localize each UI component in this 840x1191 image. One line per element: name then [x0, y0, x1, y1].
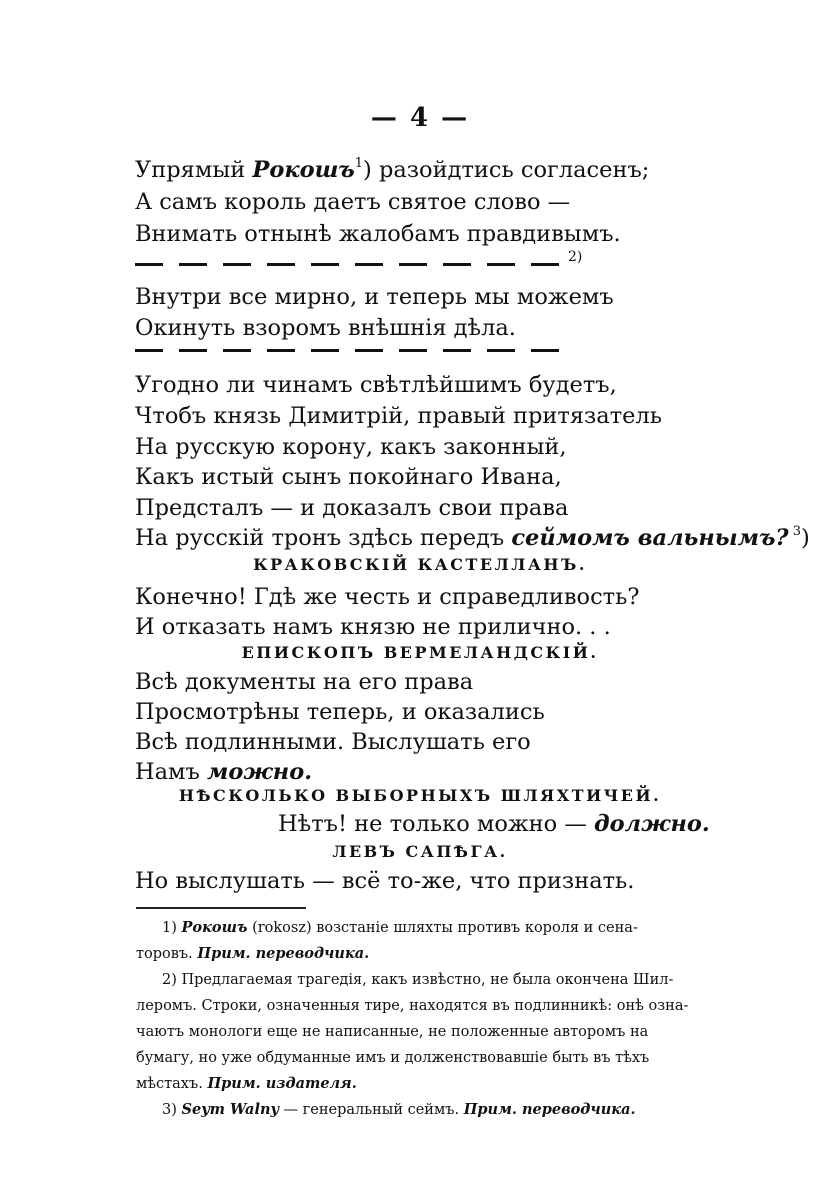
verse-line: Предсталъ — и доказалъ свои права: [135, 495, 569, 521]
footnote-2-cont: мѣстахъ. Прим. издателя.: [136, 1075, 357, 1092]
verse-line: А самъ король даетъ святое слово —: [135, 189, 571, 215]
verse-line: Окинуть взоромъ внѣшнія дѣла.: [135, 315, 516, 341]
footnote-separator: [136, 907, 306, 909]
verse-line: Всѣ подлинными. Выслушать его: [135, 729, 531, 755]
speaker-name: КРАКОВСКІЙ КАСТЕЛЛАНЪ.: [253, 555, 587, 574]
verse-line: Угодно ли чинамъ свѣтлѣйшимъ будетъ,: [135, 372, 617, 398]
verse-line: На русскую корону, какъ законный,: [135, 434, 567, 460]
verse-line: Конечно! Гдѣ же честь и справедливость?: [135, 584, 640, 610]
verse-line: Всѣ документы на его права: [135, 669, 474, 695]
speaker-name: ЛЕВЪ САПѢГА.: [332, 842, 508, 861]
verse-line: Внутри все мирно, и теперь мы можемъ: [135, 284, 614, 310]
verse-line: Но выслушать — всё то-же, что признать.: [135, 868, 635, 894]
footnote-ref: 2): [568, 249, 583, 265]
verse-line: Упрямый Рокошъ$^1$) разойдтись согласенъ;: [135, 156, 650, 183]
omission-dash-line: [135, 263, 560, 266]
footnote-2: 2) Предлагаемая трагедія, какъ извѣстно, не была окончена Шил-: [162, 972, 674, 988]
verse-line: Намъ можно.: [135, 759, 313, 785]
footnote-1: 1) Рокошъ (rokosz) возстаніе шляхты противъ короля и сена-: [162, 919, 638, 936]
footnote-3: 3) Seym Walny — генеральный сеймъ. Прим. переводчика.: [162, 1101, 636, 1118]
footnote-1-cont: торовъ. Прим. переводчика.: [136, 945, 370, 962]
page-number: — 4 —: [370, 103, 470, 133]
verse-line: Просмотрѣны теперь, и оказались: [135, 699, 545, 725]
footnote-2-cont: бумагу, но уже обдуманные имъ и долженствовавшіе быть въ тѣхъ: [136, 1050, 650, 1066]
speaker-name: НѢСКОЛЬКО ВЫБОРНЫХЪ ШЛЯХТИЧЕЙ.: [178, 786, 662, 805]
footnote-2-cont: чаютъ монологи еще не написанные, не положенные авторомъ на: [136, 1024, 649, 1040]
verse-line: И отказать намъ князю не прилично. . .: [135, 614, 611, 640]
speaker-name: ЕПИСКОПЪ ВЕРМЕЛАНДСКІЙ.: [241, 643, 599, 662]
verse-line: Чтобъ князь Димитрій, правый притязатель: [135, 403, 663, 429]
verse-line: На русскій тронъ здѣсь передъ сеймомъ вальнымъ? $^3$): [135, 524, 810, 551]
verse-line: Какъ истый сынъ покойнаго Ивана,: [135, 464, 562, 490]
footnote-2-cont: леромъ. Строки, означенныя тире, находятся въ подлинникѣ: онѣ озна-: [136, 998, 689, 1014]
verse-line: Нѣтъ! не только можно — должно.: [278, 811, 710, 837]
omission-dash-line: [135, 349, 560, 352]
verse-line: Внимать отнынѣ жалобамъ правдивымъ.: [135, 221, 621, 247]
